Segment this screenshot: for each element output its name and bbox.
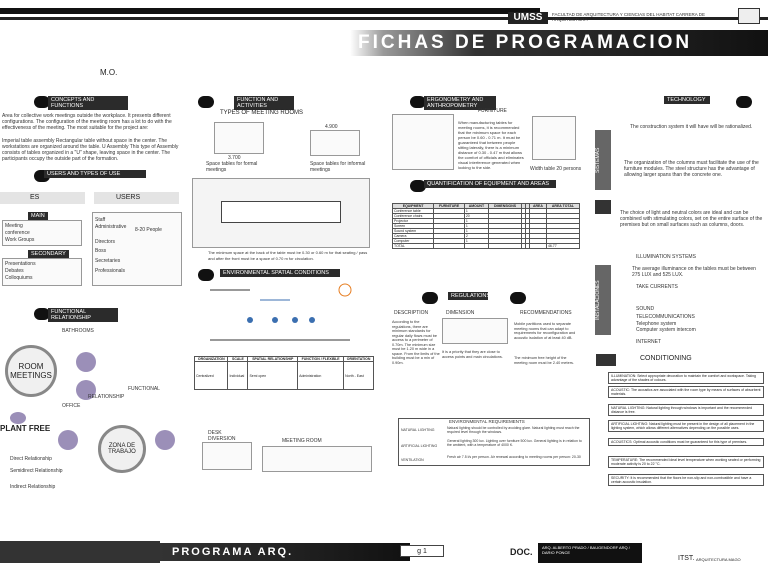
node-right xyxy=(155,430,175,450)
th: SCALE xyxy=(228,357,248,362)
conditioning-heading: CONDITIONING xyxy=(640,355,692,362)
dim-label-1: 3.700 xyxy=(228,155,241,161)
use-item: Work Groups xyxy=(5,237,35,243)
note: SECURITY: It is recommended that the floors be non-slip and non-combustible and have a certain acoustic insulation. xyxy=(608,474,764,486)
staff-item: Boss xyxy=(95,248,107,254)
use-item: Debates xyxy=(5,268,24,274)
note: TEMPERATURE: The recommended ideal level temperature when working seated or performing moderate activity is 20 to 22 °C. xyxy=(608,456,764,468)
function-heading: FUNCTION AND ACTIVITIES xyxy=(234,96,294,110)
td: Screen xyxy=(393,224,434,229)
use-item: conference xyxy=(5,230,30,236)
reg-text-2: It is a priority that they are close to access points and main circulations. xyxy=(442,350,503,359)
legend-indirect: Indirect Relationship xyxy=(10,484,56,490)
td: Computer xyxy=(393,239,434,244)
install-item: TELECOMMUNICATIONS xyxy=(636,314,695,320)
td: Camera xyxy=(393,234,434,239)
users-main-label: MAIN xyxy=(28,212,48,220)
td: 1 xyxy=(464,239,488,244)
furniture-sub: FURNITURE xyxy=(478,108,507,114)
th: SPATIAL RELATIONSHIP xyxy=(248,357,298,362)
note: ACOUSTIC: The acoustics are associated with the room type by means of surfaces of absorbent materials. xyxy=(608,386,764,398)
note: NATURAL LIGHTING: Natural lighting through windows is important and the recommended distance is free. xyxy=(608,404,764,416)
page-label: g xyxy=(417,548,422,555)
note: ACOUSTICS: Optimal acoustic conditions must be guaranteed for this type of premises. xyxy=(608,438,764,446)
staff-item: Administrative xyxy=(95,224,127,230)
tech-text-3: The choice of light and neutral colors are ideal and can be combined with stimulating colors, set on the entire surface of the premises but on small surfaces such as columns, doors. xyxy=(620,210,763,228)
td: 1 xyxy=(464,229,488,234)
th: FUNCTION / FLEXIBLE xyxy=(298,357,344,362)
concepts-text-1: Area for collective work meetings outside the workplace. It presents different configurations. The configuration of the meeting room has a lot to do with the effectiveness of the meeting. The most suitable for the project are: xyxy=(2,113,172,131)
td: North - East xyxy=(344,362,374,390)
functional-heading: FUNCTIONAL RELATIONSHIP xyxy=(48,308,118,322)
informal-caption: Space tables for informal meetings xyxy=(310,161,366,173)
reg-description: DESCRIPTION xyxy=(394,310,429,316)
env-req-value: General lighting 300 lux. Lighting over furniture 500 lux. General lighting is in relation to the ambient, with a temperature of 4000 K. xyxy=(447,439,582,447)
table-20-diagram xyxy=(532,116,576,160)
td: Individual xyxy=(228,362,248,390)
staff-item: Directors xyxy=(95,239,116,245)
users-main-box xyxy=(2,220,82,246)
plant-free-label: PLANT FREE xyxy=(0,424,51,433)
footer-logo-block xyxy=(0,541,160,563)
itst-sub: ARQUITECTURA MAGO xyxy=(696,557,741,562)
section-marker-icon xyxy=(736,96,752,108)
users-heading: USERS AND TYPES OF USE xyxy=(44,170,146,178)
concepts-heading: CONCEPTS AND FUNCTIONS xyxy=(48,96,128,110)
env-req-label: NATURAL LIGHTING xyxy=(401,428,435,432)
informal-table-plan xyxy=(310,130,360,156)
th: AREA TOTAL xyxy=(546,204,579,209)
td: Projector xyxy=(393,219,434,224)
installations-side-label: INSTALACIONES xyxy=(595,265,611,335)
table-20-caption: Width table 20 persons xyxy=(530,166,582,172)
use-item: Colloquiums xyxy=(5,275,33,281)
reg-text-1: According to the regulations, there are minimum standards for regular daily flows must be access to a perimeter of 0.70m. The minimum size must be 1.20 m wide in a space. From the limits of the building must be a min of 0.90m. xyxy=(392,320,440,365)
th: EQUIPMENT xyxy=(393,204,434,209)
env-req-value: Natural lighting should be controlled by avoiding glare. Natural lighting must reach the required level through the windows. xyxy=(447,426,580,434)
use-item: Presentations xyxy=(5,261,36,267)
td: Conference chairs xyxy=(393,214,434,219)
section-marker-icon xyxy=(510,292,526,304)
page-number xyxy=(400,545,444,557)
spatial-conditions-table xyxy=(194,356,374,390)
install-item: Telephone system xyxy=(636,321,677,327)
formal-table-plan xyxy=(214,122,264,154)
reg-text-4: The minimum free height of the meeting room must be 2.40 meters. xyxy=(514,356,574,365)
td: 2 xyxy=(464,234,488,239)
install-item: ILLUMINATION SYSTEMS xyxy=(636,254,696,260)
th: AREA xyxy=(529,204,546,209)
office-label: OFFICE xyxy=(62,403,81,409)
install-item: TAKE CURRENTS xyxy=(636,284,678,290)
env-req-value: Fresh air 7.5 l/s per person. Air renewal according to meeting rooms per person: 20-30 xyxy=(447,455,581,459)
room-meetings-node: ROOM MEETINGS xyxy=(5,345,57,397)
td: Administration xyxy=(298,362,344,390)
environmental-illustration xyxy=(200,280,360,350)
legend-direct: Direct Relationship xyxy=(10,456,52,462)
bath-node xyxy=(76,352,96,372)
regulations-heading: REGULATIONS xyxy=(448,292,488,300)
staff-item: Secretaries xyxy=(95,258,121,264)
total-value: 46.77 xyxy=(546,244,579,249)
td: Semi open xyxy=(248,362,298,390)
page-footer xyxy=(0,537,768,569)
names-text: ARQ. ALBERTO PRADO / BAUGENDORF ARQ / DARIO PONCE xyxy=(542,545,630,555)
staff-item: Professionals xyxy=(95,268,126,274)
install-item: Computer system intercom xyxy=(636,327,696,333)
dim-label-2: 4.900 xyxy=(325,124,338,130)
td: 1 xyxy=(464,209,488,214)
td: Sound system xyxy=(393,229,434,234)
th: ORGANIZATION xyxy=(195,357,228,362)
header-rule xyxy=(0,8,540,14)
work-zone-node: ZONA DE TRABAJO xyxy=(98,425,146,473)
note: ILLUMINATION: Select appropriate decoration to maintain the comfort and workspace. Taking advantage of the shades of colours. xyxy=(608,372,764,384)
technology-heading: TECHNOLOGY xyxy=(664,96,710,104)
meeting-room-illustration xyxy=(262,446,372,472)
users-secondary-label: SECONDARY xyxy=(28,250,69,258)
university-logo: UMSS xyxy=(508,12,548,24)
users-col2-title: USERS xyxy=(94,192,179,204)
install-item: SOUND xyxy=(636,306,655,312)
th: ORIENTATION xyxy=(344,357,374,362)
note: ARTIFICIAL LIGHTING: Natural lighting must be present in the design of all placement in the lighting system, which allows different alternatives depending on the possible uses. xyxy=(608,420,764,432)
doc-label: DOC. xyxy=(510,547,533,557)
mo-label: M.O. xyxy=(100,68,118,77)
staff-box xyxy=(92,212,182,286)
node-left xyxy=(58,430,78,450)
env-req-label: VENTILATION xyxy=(401,458,424,462)
td: 20 xyxy=(464,214,488,219)
reg-diagram xyxy=(442,318,508,344)
ergonomic-diagram xyxy=(392,114,454,170)
meeting-room-label: MEETING ROOM xyxy=(282,438,322,444)
users-col1-title: ES xyxy=(0,192,85,204)
meeting-types-subheading: TYPES OF MEETING ROOMS xyxy=(220,110,304,116)
th: FURNITURE xyxy=(434,204,465,209)
td: Conference table xyxy=(393,209,434,214)
long-caption: The minimum space at the back of the table must be 0.30 or 0.60 m for that seating / pass and after the front must be a space of 0.70 m for circulation. xyxy=(208,250,368,261)
section-marker-icon xyxy=(422,292,438,304)
conditioning-marker xyxy=(596,354,616,366)
relationship-label: RELATIONSHIP xyxy=(88,394,125,400)
ergonomics-heading: ERGONOMETRY AND ANTHROPOMETRY xyxy=(424,96,496,110)
bath-label: BATHROOMS xyxy=(62,328,94,334)
env-requirements-box xyxy=(398,418,590,466)
users-secondary-box xyxy=(2,258,82,286)
page-header xyxy=(0,0,768,58)
section-marker-icon xyxy=(198,96,214,108)
equipment-table xyxy=(392,203,580,249)
people-count: 8-20 People xyxy=(135,227,162,233)
page-title: FICHAS DE PROGRAMACION xyxy=(358,32,693,53)
systems-side-label: SISTEMAS xyxy=(595,130,611,190)
use-item: Meeting xyxy=(5,223,23,229)
th: DIMENSIONS xyxy=(488,204,521,209)
legend-semidirect: Semidirect Relationship xyxy=(10,468,63,474)
plant-free-node xyxy=(10,412,26,424)
tech-text-2: The organization of the columns must facilitate the use of the furniture modules. The steel structure has the advantage of allowing larger spans than the concrete one. xyxy=(624,160,759,178)
td: Centralized xyxy=(195,362,228,390)
env-req-heading: ENVIRONMENTAL REQUIREMENTS xyxy=(449,419,525,424)
quantification-heading: QUANTIFICATION OF EQUIPMENT AND AREAS xyxy=(424,180,556,188)
formal-caption: Space tables for formal meetings xyxy=(206,161,258,173)
reg-dimension: DIMENSION xyxy=(446,310,475,316)
ergonomics-text: When manufacturing tables for meeting rooms, it is recommended that the minimum space for each person be 0.60 - 0.71 m. It must be guaranteed that between people sitting laterally, there is a minimum distance of 0.30 - 0.47 m that allows the comfort of officials and eliminates visual interference generated when looking to the side. xyxy=(458,120,524,170)
side-marker xyxy=(595,200,611,214)
faculty-logo-icon xyxy=(738,8,760,24)
university-name: FACULTAD DE ARQUITECTURA Y CIENCIAS DEL HABITAT CARRERA DE ARQUITECTURA xyxy=(552,12,706,22)
page-num: 1 xyxy=(422,548,427,555)
td: 1 xyxy=(464,224,488,229)
functional-label: FUNCTIONAL xyxy=(128,386,160,392)
tech-text-1: The construction system it will have will be rationalized. xyxy=(630,124,753,130)
itst-label: ITST. xyxy=(678,555,695,562)
conference-table-plan xyxy=(192,178,370,248)
th: AMOUNT xyxy=(464,204,488,209)
install-item: The average illuminance on the tables must be between 275 LUX and 525 LUX. xyxy=(632,266,756,278)
reg-text-3: Mobile partitions used to separate meeting rooms that can adapt to requirements for reconfiguration and acoustic isolation of at least 40 dB. xyxy=(514,322,576,340)
footer-title: PROGRAMA ARQ. xyxy=(172,546,294,558)
desk-illustration xyxy=(202,442,252,470)
environmental-heading: ENVIRONMENTAL SPATIAL CONDITIONS xyxy=(220,269,340,277)
total-label: TOTAL xyxy=(393,244,434,249)
install-item: INTERNET xyxy=(636,339,661,345)
concepts-text-2: Imperial table assembly Rectangular table without space in the center. The workstations are organized around the table. U Assembly This type of Assembly consists of tables organized in a "U" shape, leaving space in the center. The participants occupy the outside part of the formation. xyxy=(2,138,179,162)
td: 1 xyxy=(464,219,488,224)
env-req-label: ARTIFICIAL LIGHTING xyxy=(401,444,438,448)
reg-recommend: RECOMMENDATIONS xyxy=(520,310,572,316)
desk-label: DESK DIVERSION xyxy=(208,430,236,442)
staff-item: Staff xyxy=(95,217,106,223)
